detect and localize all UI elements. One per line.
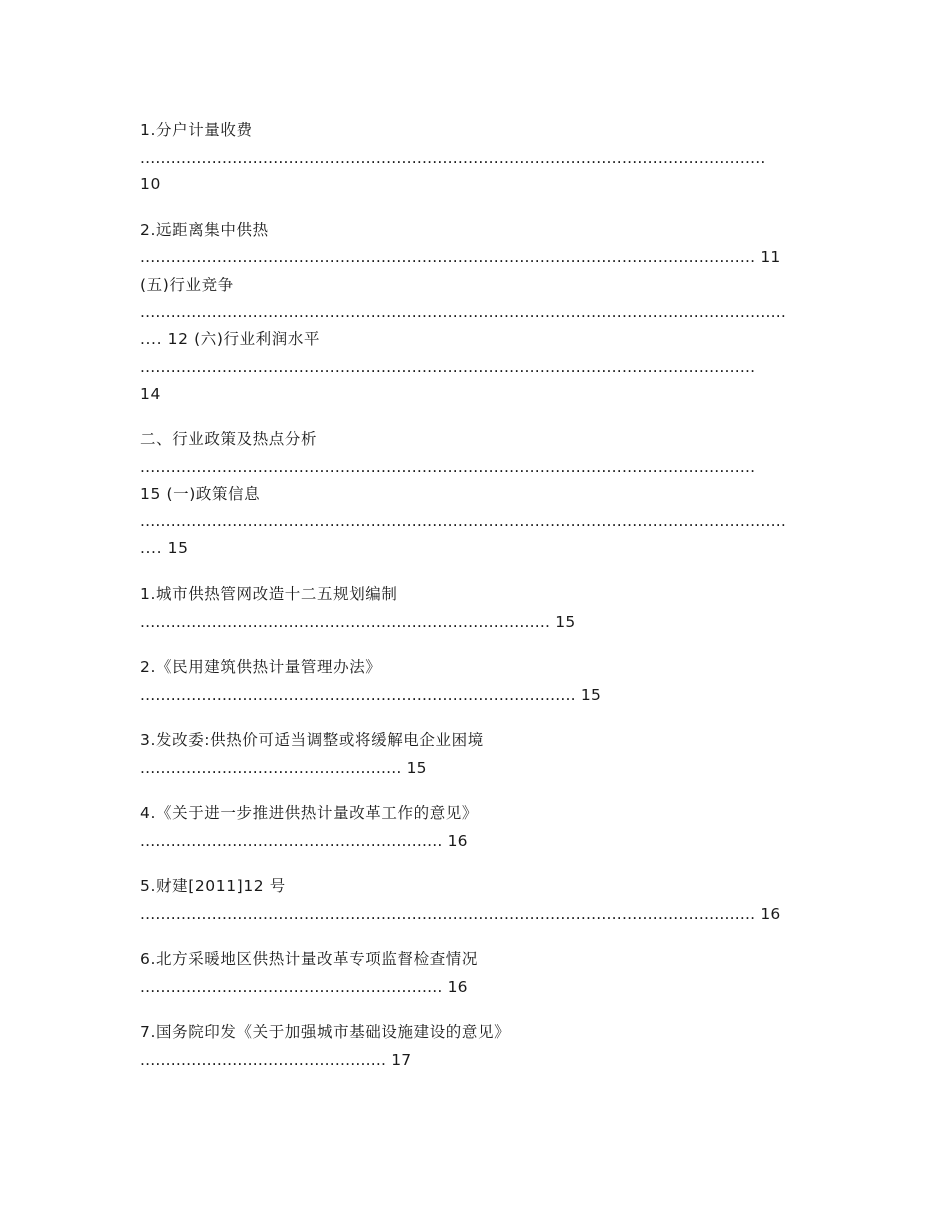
toc-entry-title: 5.财建[2011]12 号 (140, 877, 286, 895)
toc-page-number: 14 (140, 385, 161, 403)
toc-leader-dots: .............................................................................................................................. (140, 303, 787, 321)
toc-leader-dots: ........................................................................................................................ (140, 358, 756, 376)
toc-leader-dots: ................................................................................ 15 (140, 613, 576, 631)
toc-entry-title: 1.分户计量收费 (140, 121, 253, 139)
toc-entry-title: 2.远距离集中供热 (140, 221, 269, 239)
toc-page-number: .... 15 (140, 539, 189, 557)
toc-leader-dots: ........................................................................................................................ 16 (140, 905, 781, 923)
toc-leader-dots: ........................................................... 16 (140, 832, 468, 850)
toc-entry-title: (五)行业竞争 (140, 276, 234, 294)
toc-entry-title: 4.《关于进一步推进供热计量改革工作的意见》 (140, 804, 478, 822)
toc-entry-title: 2.《民用建筑供热计量管理办法》 (140, 658, 382, 676)
toc-leader-dots: ..................................................................................... 15 (140, 686, 602, 704)
toc-entry-title: .... 12 (六)行业利润水平 (140, 330, 321, 348)
toc-entry-title: 1.城市供热管网改造十二五规划编制 (140, 585, 398, 603)
toc-entry-title: 15 (一)政策信息 (140, 485, 261, 503)
toc-leader-dots: ................................................... 15 (140, 759, 427, 777)
toc-leader-dots: ................................................ 17 (140, 1051, 412, 1069)
toc-leader-dots: ........................................................................................................................ 11 (140, 248, 781, 266)
toc-leader-dots: ........................................................................................................................ (140, 458, 756, 476)
toc-entry-title: 3.发改委:供热价可适当调整或将缓解电企业困境 (140, 731, 484, 749)
toc-entry-title: 二、行业政策及热点分析 (140, 430, 318, 448)
toc-leader-dots: .......................................................................................................................... (140, 149, 766, 167)
toc-leader-dots: ........................................................... 16 (140, 978, 468, 996)
toc-leader-dots: .............................................................................................................................. (140, 512, 787, 530)
toc-entry-title: 7.国务院印发《关于加强城市基础设施建设的意见》 (140, 1023, 511, 1041)
toc-page-number: 10 (140, 175, 161, 193)
toc-entry-title: 6.北方采暖地区供热计量改革专项监督检查情况 (140, 950, 478, 968)
